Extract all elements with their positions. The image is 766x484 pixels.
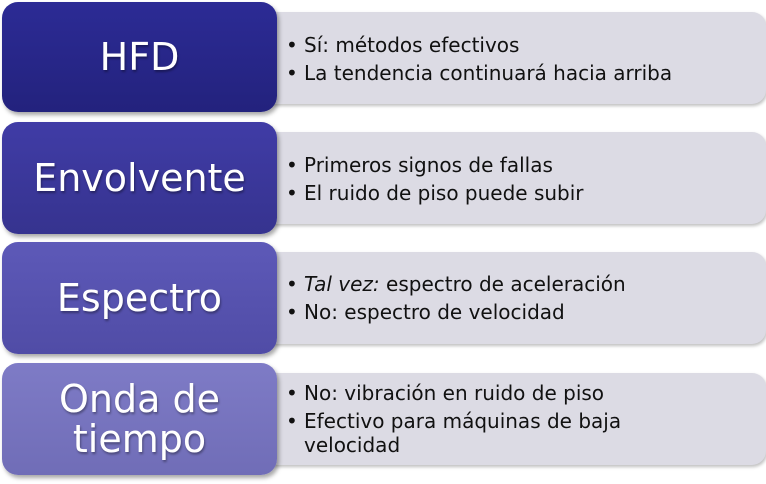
onda-label-box [2,363,277,475]
list-item: • El ruido de piso puede subir [286,181,760,205]
espectro-label: Espectro [56,276,223,320]
espectro-label-box [2,242,277,354]
hfd-label: HFD [99,35,180,79]
list-item: • Efectivo para máquinas de baja velocidad [286,409,760,457]
onda-label-line1: Onda de [59,377,220,421]
list-item: • No: vibración en ruido de piso [286,381,760,405]
onda-bullets [286,381,760,457]
list-item: • Primeros signos de fallas [286,153,760,177]
list-item: • No: espectro de velocidad [286,300,760,324]
list-item: • Sí: métodos efectivos [286,33,760,57]
list-item: • La tendencia continuará hacia arriba [286,61,760,85]
hfd-bullets [286,33,760,89]
onda-label-line2: tiempo [72,417,207,461]
envolvente-label: Envolvente [33,156,246,200]
envolvente-bullets [286,153,760,209]
list-item: • Tal vez: espectro de aceleración [286,272,760,296]
envolvente-label-box [2,122,277,234]
hfd-label-box [2,2,277,112]
espectro-bullets [286,272,760,328]
